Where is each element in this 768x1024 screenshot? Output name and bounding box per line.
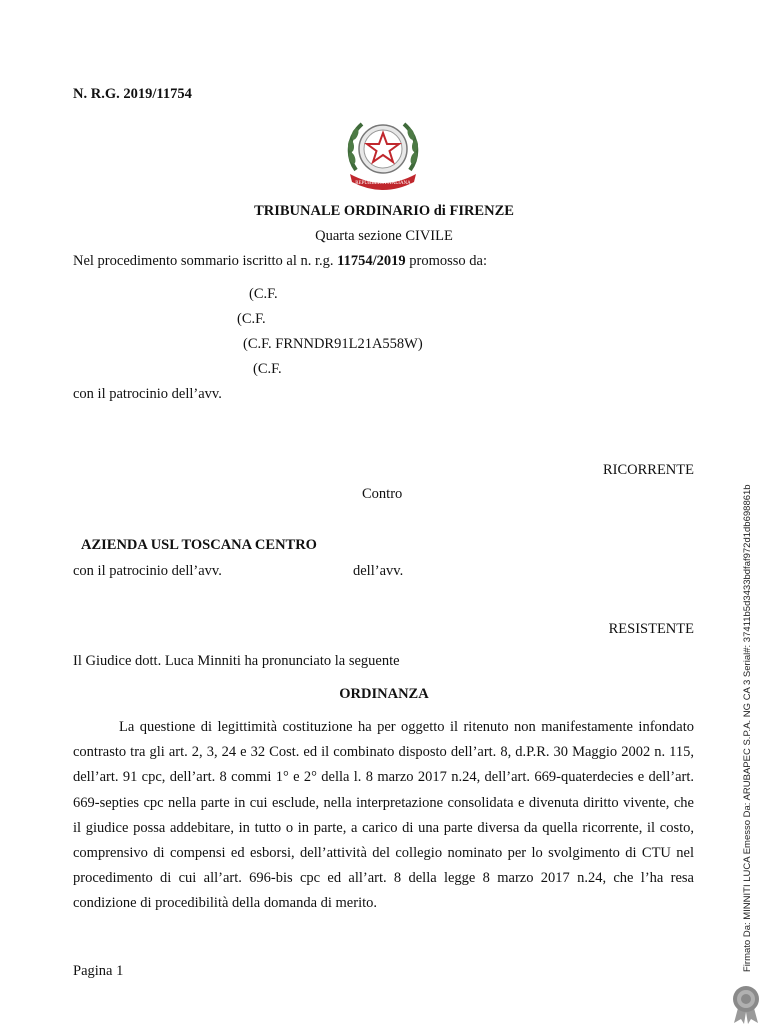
emblem-ribbon-text: REPUBBLICA ITALIANA xyxy=(355,181,411,186)
party-cf-line: (C.F. xyxy=(249,286,278,302)
italian-republic-emblem xyxy=(342,112,424,194)
ordinance-body xyxy=(73,715,694,917)
page-number: Pagina 1 xyxy=(73,963,124,979)
court-name: TRIBUNALE ORDINARIO di FIRENZE xyxy=(254,203,514,219)
resistente-counsel-second: dell’avv. xyxy=(353,563,404,579)
court-section: Quarta sezione CIVILE xyxy=(315,228,453,244)
proceeding-intro xyxy=(73,253,487,270)
judge-statement: Il Giudice dott. Luca Minniti ha pronunciato la seguente xyxy=(73,653,400,669)
body-paragraph: La questione di legittimità costituzione ha per oggetto il ritenuto non manifestamente infondato contrasto tra gli art. 2, 3, 24 e 32 Cost. ed il combinato disposto dell’art. 8, d.P.R. 30 Maggio 2002 n. 115, dell’art. 91 cpc, dell’art. 8 commi 1° e 2° della l. 8 marzo 2017 n.24, dell’art. 669-quaterdecies e dell’art. 669-septies cpc nella parte in cui esclude, nella interpretazione consolidata e divenuta diritto vivente, che il giudice possa addebitare, in tutto o in parte, a carico di una parte diversa da quella ricorrente, il costo, comprensivo di compensi ed esborsi, dell’attività del collegio nominato per lo svolgimento di CTU nel procedimento di cui all’art. 696-bis cpc ed all’art. 8 della legge 8 marzo 2017 n.24, che l’ha resa condizione di procedibilità della domanda di merito. xyxy=(73,719,694,912)
resistente-name: AZIENDA USL TOSCANA CENTRO xyxy=(81,537,317,553)
intro-prefix: Nel procedimento sommario iscritto al n. r.g. xyxy=(73,253,338,269)
party-cf-line: (C.F. xyxy=(237,311,266,327)
ricorrente-counsel: con il patrocinio dell’avv. xyxy=(73,386,222,402)
ricorrente-label: RICORRENTE xyxy=(602,462,694,478)
intro-suffix: promosso da: xyxy=(405,253,488,269)
party-cf-line: (C.F. xyxy=(253,361,282,377)
contro-label: Contro xyxy=(362,486,403,502)
resistente-label: RESISTENTE xyxy=(608,621,694,637)
signature-seal-icon xyxy=(728,984,764,1024)
digital-signature-text: Firmato Da: MINNITI LUCA Emesso Da: ARUBAPEC S.P.A. NG CA 3 Serial#: 37411b5d3433bdfaf972d1db698861b xyxy=(742,484,753,972)
case-number: N. R.G. 2019/11754 xyxy=(73,86,192,102)
document-title: ORDINANZA xyxy=(339,686,429,702)
resistente-counsel: con il patrocinio dell’avv. xyxy=(73,563,222,579)
intro-rg: 11754/2019 xyxy=(337,253,406,269)
party-cf-line: (C.F. FRNNDR91L21A558W) xyxy=(243,336,423,352)
